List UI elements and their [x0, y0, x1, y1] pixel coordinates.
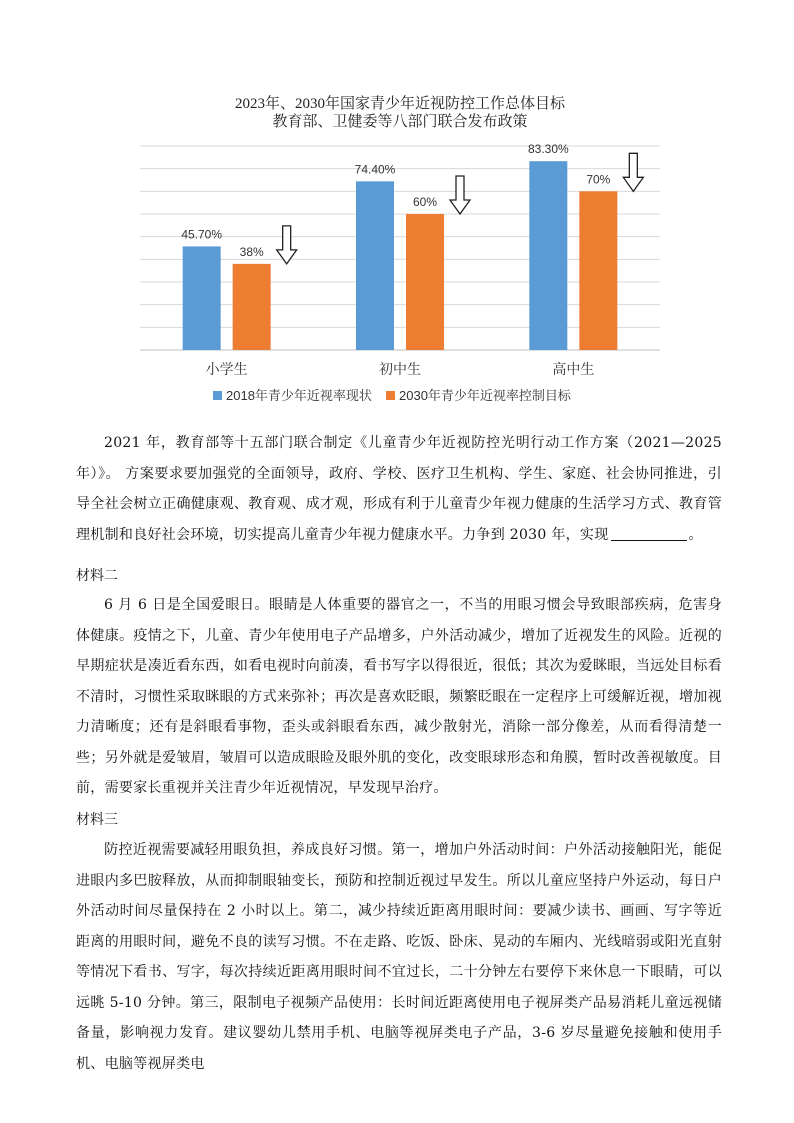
- legend-swatch: [386, 391, 395, 400]
- legend-swatch: [213, 391, 222, 400]
- down-arrow-icon: [623, 153, 643, 191]
- bar: [233, 264, 271, 350]
- chart-svg: [120, 88, 680, 418]
- paragraph-1: [76, 428, 722, 550]
- bar: [406, 214, 444, 350]
- answer-blank[interactable]: [611, 526, 687, 541]
- bar: [529, 161, 567, 350]
- chart-title: 2023年、2030年国家青少年近视防控工作总体目标: [234, 96, 565, 112]
- legend-label: 2018年青少年近视率现状: [226, 388, 372, 403]
- data-label: 70%: [586, 172, 611, 187]
- paragraph-1-end: 。: [688, 526, 703, 543]
- category-label: 小学生: [205, 361, 248, 377]
- down-arrow-icon: [450, 176, 470, 214]
- data-label: 83.30%: [527, 142, 569, 157]
- paragraph-3: [76, 835, 722, 1079]
- bar: [579, 191, 617, 350]
- legend-label: 2030年青少年近视率控制目标: [399, 388, 571, 403]
- heading-material-3: 材料三: [76, 812, 118, 828]
- data-label: 74.40%: [354, 162, 396, 177]
- paragraph-3-body: 防控近视需要减轻用眼负担，养成良好习惯。第一，增加户外活动时间：户外活动接触阳光，能促进眼内多巴胺释放，从而抑制眼轴变长，预防和控制近视过早发生。所以儿童应坚持户外运动，每日户外活动时间尽量保持在 2 小时以上。第二，减少持续近距离用眼时间：要减少读书、画画、写字等近距离的用眼时间，避免不良的读写习惯。不在走路、吃饭、卧床、晃动的车厢内、光线暗弱或阳光直射等情况下看书、写字，每次持续近距离用眼时间不宜过长，二十分钟左右要停下来休息一下眼睛，可以远眺 5-10 分钟。第三，限制电子视频产品使用：长时间近距离使用电子视屏类产品易消耗儿童远视储备量，影响视力发育。建议婴幼儿禁用手机、电脑等视屏类电子产品，3-6 岁尽量避免接触和使用手机、电脑等视屏类电: [76, 842, 722, 1072]
- paragraph-2-body: 6 月 6 日是全国爱眼日。眼睛是人体重要的器官之一，不当的用眼习惯会导致眼部疾病，危害身体健康。疫情之下，儿童、青少年使用电子产品增多，户外活动减少，增加了近视发生的风险。近视的早期症状是凑近看东西，如看电视时向前凑，看书写字以得很近，很低；其次为爱眯眼，当远处目标看不清时，习惯性采取眯眼的方式来弥补；再次是喜欢眨眼，频繁眨眼在一定程序上可缓解近视，增加视力清晰度；还有是斜眼看事物，歪头或斜眼看东西，减少散射光，消除一部分像差，从而看得清楚一些；另外就是爱皱眉，皱眉可以造成眼睑及眼外肌的变化，改变眼球形态和角膜，暂时改善视敏度。目前，需要家长重视并关注青少年近视情况，早发现早治疗。: [76, 597, 722, 796]
- data-label: 60%: [412, 195, 438, 209]
- category-label: 初中生: [379, 361, 421, 377]
- paragraph-1-body: 方案要求要加强党的全面领导，政府、学校、医疗卫生机构、学生、家庭、社会协同推进，引导全社会树立正确健康观、教育观、成才观，形成有利于儿童青少年视力健康的生活学习方式、教育管理机制和良好社会环境，切实提高儿童青少年视力健康水平。力争到 2030 年，实现: [76, 465, 722, 543]
- paragraph-2: [76, 590, 722, 804]
- chart-subtitle: 教育部、卫健委等八部门联合发布政策: [272, 114, 528, 130]
- category-label: 高中生: [552, 361, 595, 377]
- data-label: 45.70%: [181, 227, 223, 242]
- bar: [183, 246, 221, 350]
- bar: [356, 181, 394, 350]
- paragraph-1-line1: 2021 年，教育部等十五部门联合制定《儿童青少年近视防控光明行动工作方案（2021—2025 年）》。: [76, 435, 722, 482]
- heading-material-2: 材料二: [76, 568, 118, 584]
- bar-chart: [120, 88, 680, 418]
- data-label: 38%: [239, 244, 264, 259]
- down-arrow-icon: [277, 226, 297, 264]
